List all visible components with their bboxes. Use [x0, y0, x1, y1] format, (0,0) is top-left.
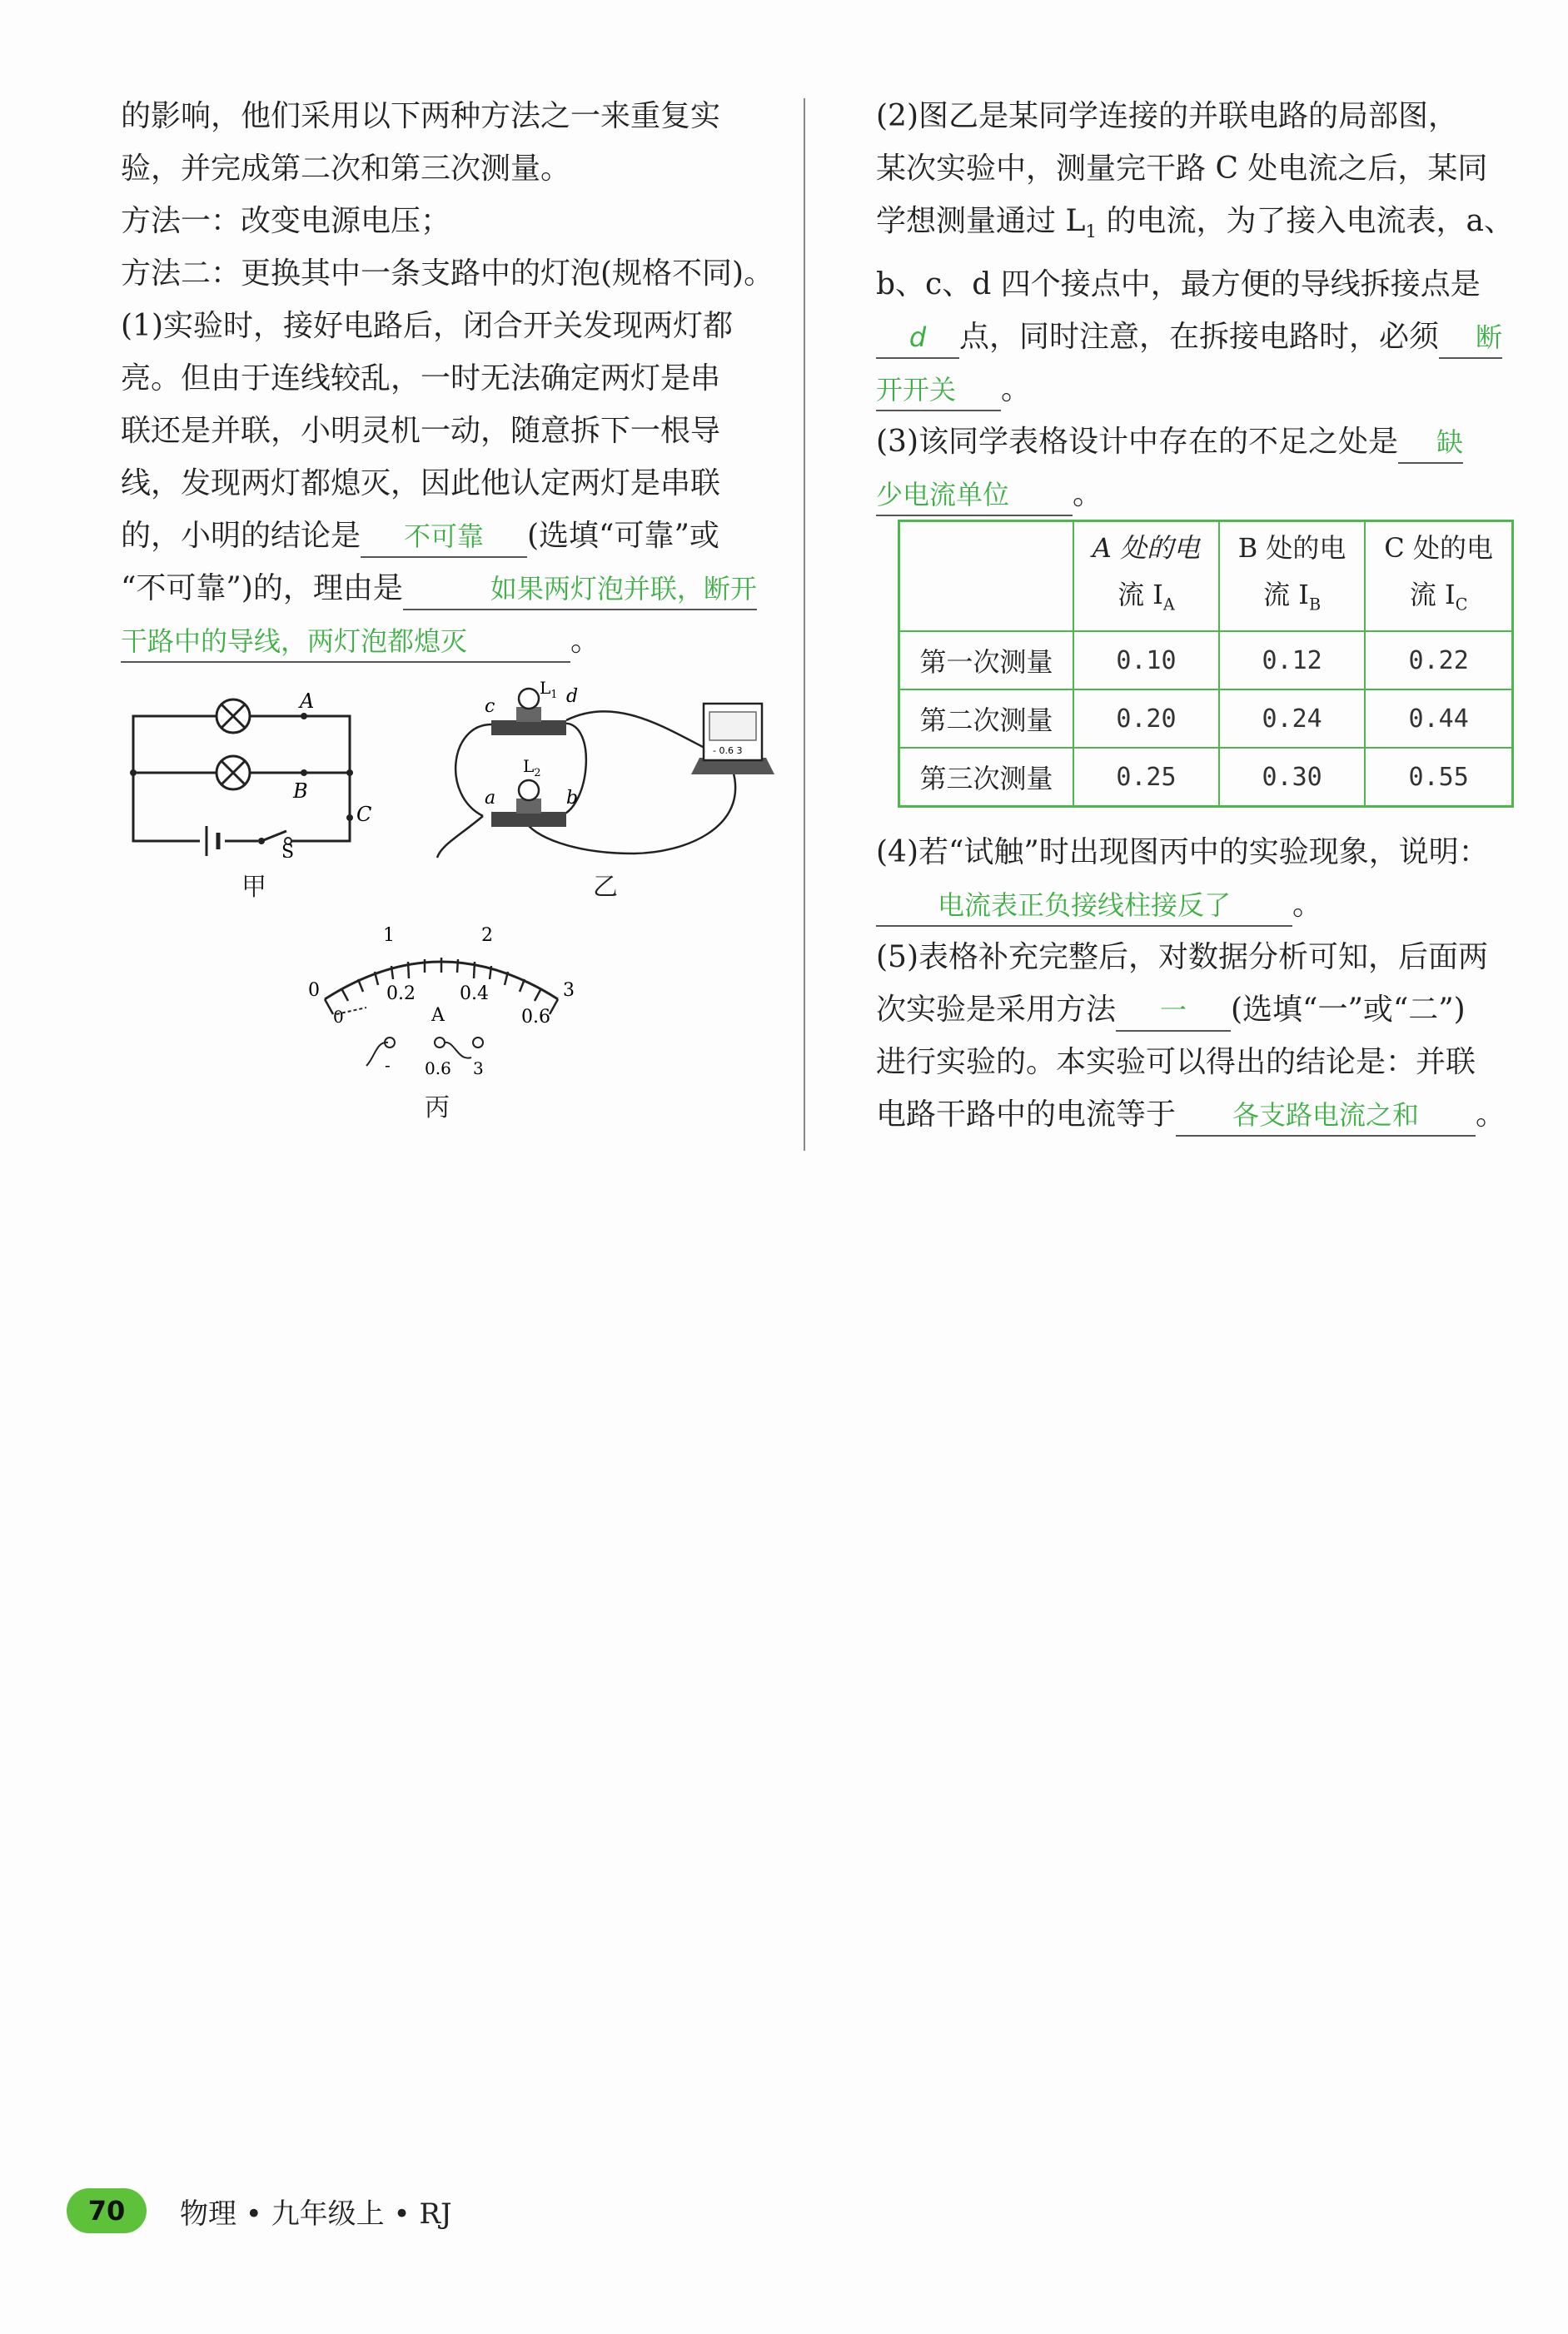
cell-b: 0.12	[1219, 631, 1365, 689]
ammeter-icon	[691, 704, 774, 774]
bulb-l2-icon	[491, 780, 566, 827]
table-header-row	[899, 521, 1513, 632]
q1-line-1: (1)实验时，接好电路后，闭合开关发现两灯都	[121, 309, 733, 343]
q4-answer: 电流表正负接线柱接反了	[876, 885, 1292, 927]
dial-label-3: 3	[563, 980, 575, 1001]
q5-line-4	[876, 1088, 1534, 1141]
node-b-label: b	[566, 788, 579, 809]
q2-line-3-post: 的电流，为了接入电流表，a、	[1097, 204, 1515, 238]
q2-line-4: b、c、d 四个接点中，最方便的导线拆接点是	[876, 267, 1481, 302]
node-a-label: a	[485, 788, 496, 809]
table-header-a: A 处的电 流 $I_A$	[1073, 521, 1219, 632]
node-c-label: c	[485, 696, 495, 717]
q2-answer-2b: 开开关	[876, 370, 1001, 411]
q2-answer-2a: 断	[1439, 317, 1502, 359]
q2-line-2: 某次实验中，测量完干路 C 处电流之后，某同	[876, 152, 1488, 186]
point-a-label: A	[300, 689, 315, 713]
figure-jia-label: 甲	[241, 873, 266, 902]
terminal-3-label: 3	[473, 1058, 484, 1078]
q2-line-5-mid: 点，同时注意，在拆接电路时，必须	[959, 320, 1440, 355]
right-column	[876, 90, 1534, 520]
data-table	[898, 520, 1514, 808]
point-c-label: C	[356, 803, 372, 826]
right-column-lower	[876, 826, 1534, 1141]
table-corner	[899, 521, 1074, 632]
intro-line-2: 验，并完成第二次和第三次测量。	[121, 152, 571, 186]
q1-line-3: 联还是并联，小明灵机一动，随意拆下一根导	[121, 414, 721, 448]
q2-line-6	[876, 363, 1534, 416]
terminal-neg-label: -	[385, 1055, 391, 1075]
period: 。	[1476, 1097, 1506, 1132]
figure-bing-label: 丙	[425, 1093, 450, 1122]
cell-c: 0.22	[1365, 631, 1512, 689]
q1-line-5	[121, 510, 787, 562]
q5-answer-2: 各支路电流之和	[1176, 1095, 1476, 1137]
bulb-l2-label: $L_2$	[523, 756, 541, 779]
q4-line-2	[876, 878, 1534, 931]
table-row	[899, 748, 1513, 807]
figure-yi-circuit	[433, 679, 783, 862]
dial-label-0: 0	[308, 980, 320, 1001]
dial-zero-mark: 0	[333, 1007, 344, 1027]
q1-line-6	[121, 562, 787, 615]
period: 。	[1073, 477, 1103, 512]
q2-line-1: (2)图乙是某同学连接的并联电路的局部图，	[876, 99, 1458, 133]
q1-answer-1: 不可靠	[361, 516, 527, 558]
q2-line-3	[876, 195, 1534, 258]
lamp-2-icon	[217, 756, 250, 789]
method-one: 方法一：改变电源电压；	[121, 204, 451, 238]
method-two: 方法二：更换其中一条支路中的灯泡(规格不同)。	[121, 256, 774, 291]
q1-line-2: 亮。但由于连线较乱，一时无法确定两灯是串	[121, 361, 721, 396]
cell-c: 0.44	[1365, 689, 1512, 748]
q2-answer-1: d	[876, 317, 959, 359]
bulb-l1-label: $L_1$	[540, 679, 558, 701]
ammeter-terminals: - 0.6 3	[713, 745, 743, 756]
q1-answer-2b: 干路中的导线，两灯泡都熄灭	[121, 621, 570, 663]
row-label: 第一次测量	[899, 631, 1074, 689]
page-number-badge: 70	[67, 2188, 147, 2233]
q3-line-2	[876, 468, 1534, 520]
left-column	[121, 90, 787, 667]
figure-bing-ammeter	[300, 908, 583, 1082]
table-row	[899, 631, 1513, 689]
point-b-label: B	[293, 779, 308, 803]
column-divider	[804, 98, 805, 1151]
dial-label-0-4: 0.4	[460, 983, 489, 1004]
dial-label-0-2: 0.2	[386, 983, 416, 1004]
page-footer	[67, 2188, 452, 2233]
table-header-c: C 处的电 流 $I_C$	[1365, 521, 1512, 632]
cell-a: 0.20	[1073, 689, 1219, 748]
q3-answer-a: 缺	[1398, 422, 1463, 464]
q4-line-1: (4)若“试触”时出现图丙中的实验现象，说明：	[876, 835, 1489, 869]
q1-line-5-post: (选填“可靠”或	[527, 519, 719, 553]
figure-jia-circuit	[125, 683, 383, 858]
table-row	[899, 689, 1513, 748]
q5-line-4-pre: 电路干路中的电流等于	[876, 1097, 1177, 1132]
period: 。	[1292, 888, 1323, 922]
footer-book-title: 物理 • 九年级上 • RJ	[180, 2197, 452, 2231]
l1-subscript: 1	[1085, 221, 1098, 243]
q2-line-5	[876, 311, 1534, 363]
row-label: 第三次测量	[899, 748, 1074, 807]
q5-line-2	[876, 983, 1534, 1036]
period: 。	[1001, 372, 1032, 407]
cell-a: 0.10	[1073, 631, 1219, 689]
q1-line-5-pre: 的，小明的结论是	[121, 519, 361, 553]
cell-a: 0.25	[1073, 748, 1219, 807]
lamp-1-icon	[217, 699, 250, 733]
cell-b: 0.24	[1219, 689, 1365, 748]
q2-line-3-pre: 学想测量通过 L	[876, 204, 1086, 238]
q5-line-3: 进行实验的。本实验可以得出的结论是：并联	[876, 1045, 1476, 1079]
q5-line-1: (5)表格补充完整后，对数据分析可知，后面两	[876, 940, 1488, 974]
q3-line-1-pre: (3)该同学表格设计中存在的不足之处是	[876, 425, 1398, 460]
q5-answer-1: 一	[1116, 990, 1231, 1032]
dial-unit-label: A	[431, 1005, 445, 1026]
dial-label-0-6: 0.6	[521, 1007, 550, 1028]
dial-label-1: 1	[383, 925, 395, 946]
q1-line-4: 线，发现两灯都熄灭，因此他认定两灯是串联	[121, 466, 721, 500]
node-d-label: d	[566, 686, 579, 707]
terminal-0-6-label: 0.6	[425, 1058, 451, 1078]
period: 。	[570, 624, 601, 658]
cell-b: 0.30	[1219, 748, 1365, 807]
q5-line-2-post: (选填“一”或“二”)	[1231, 993, 1466, 1027]
q3-line-1	[876, 416, 1534, 468]
cell-c: 0.55	[1365, 748, 1512, 807]
q1-line-7	[121, 615, 787, 667]
q1-answer-2a: 如果两灯泡并联，断开	[403, 569, 757, 610]
battery-icon	[200, 826, 225, 856]
row-label: 第二次测量	[899, 689, 1074, 748]
switch-label: S	[281, 842, 295, 858]
dial-label-2: 2	[481, 925, 493, 946]
q3-answer-b: 少电流单位	[876, 475, 1073, 516]
table-header-b: B 处的电 流 $I_B$	[1219, 521, 1365, 632]
intro-line-1: 的影响，他们采用以下两种方法之一来重复实	[121, 99, 721, 133]
q5-line-2-pre: 次实验是采用方法	[876, 993, 1117, 1027]
figure-yi-label: 乙	[593, 873, 618, 902]
q1-line-6-pre: “不可靠”)的，理由是	[121, 571, 403, 605]
